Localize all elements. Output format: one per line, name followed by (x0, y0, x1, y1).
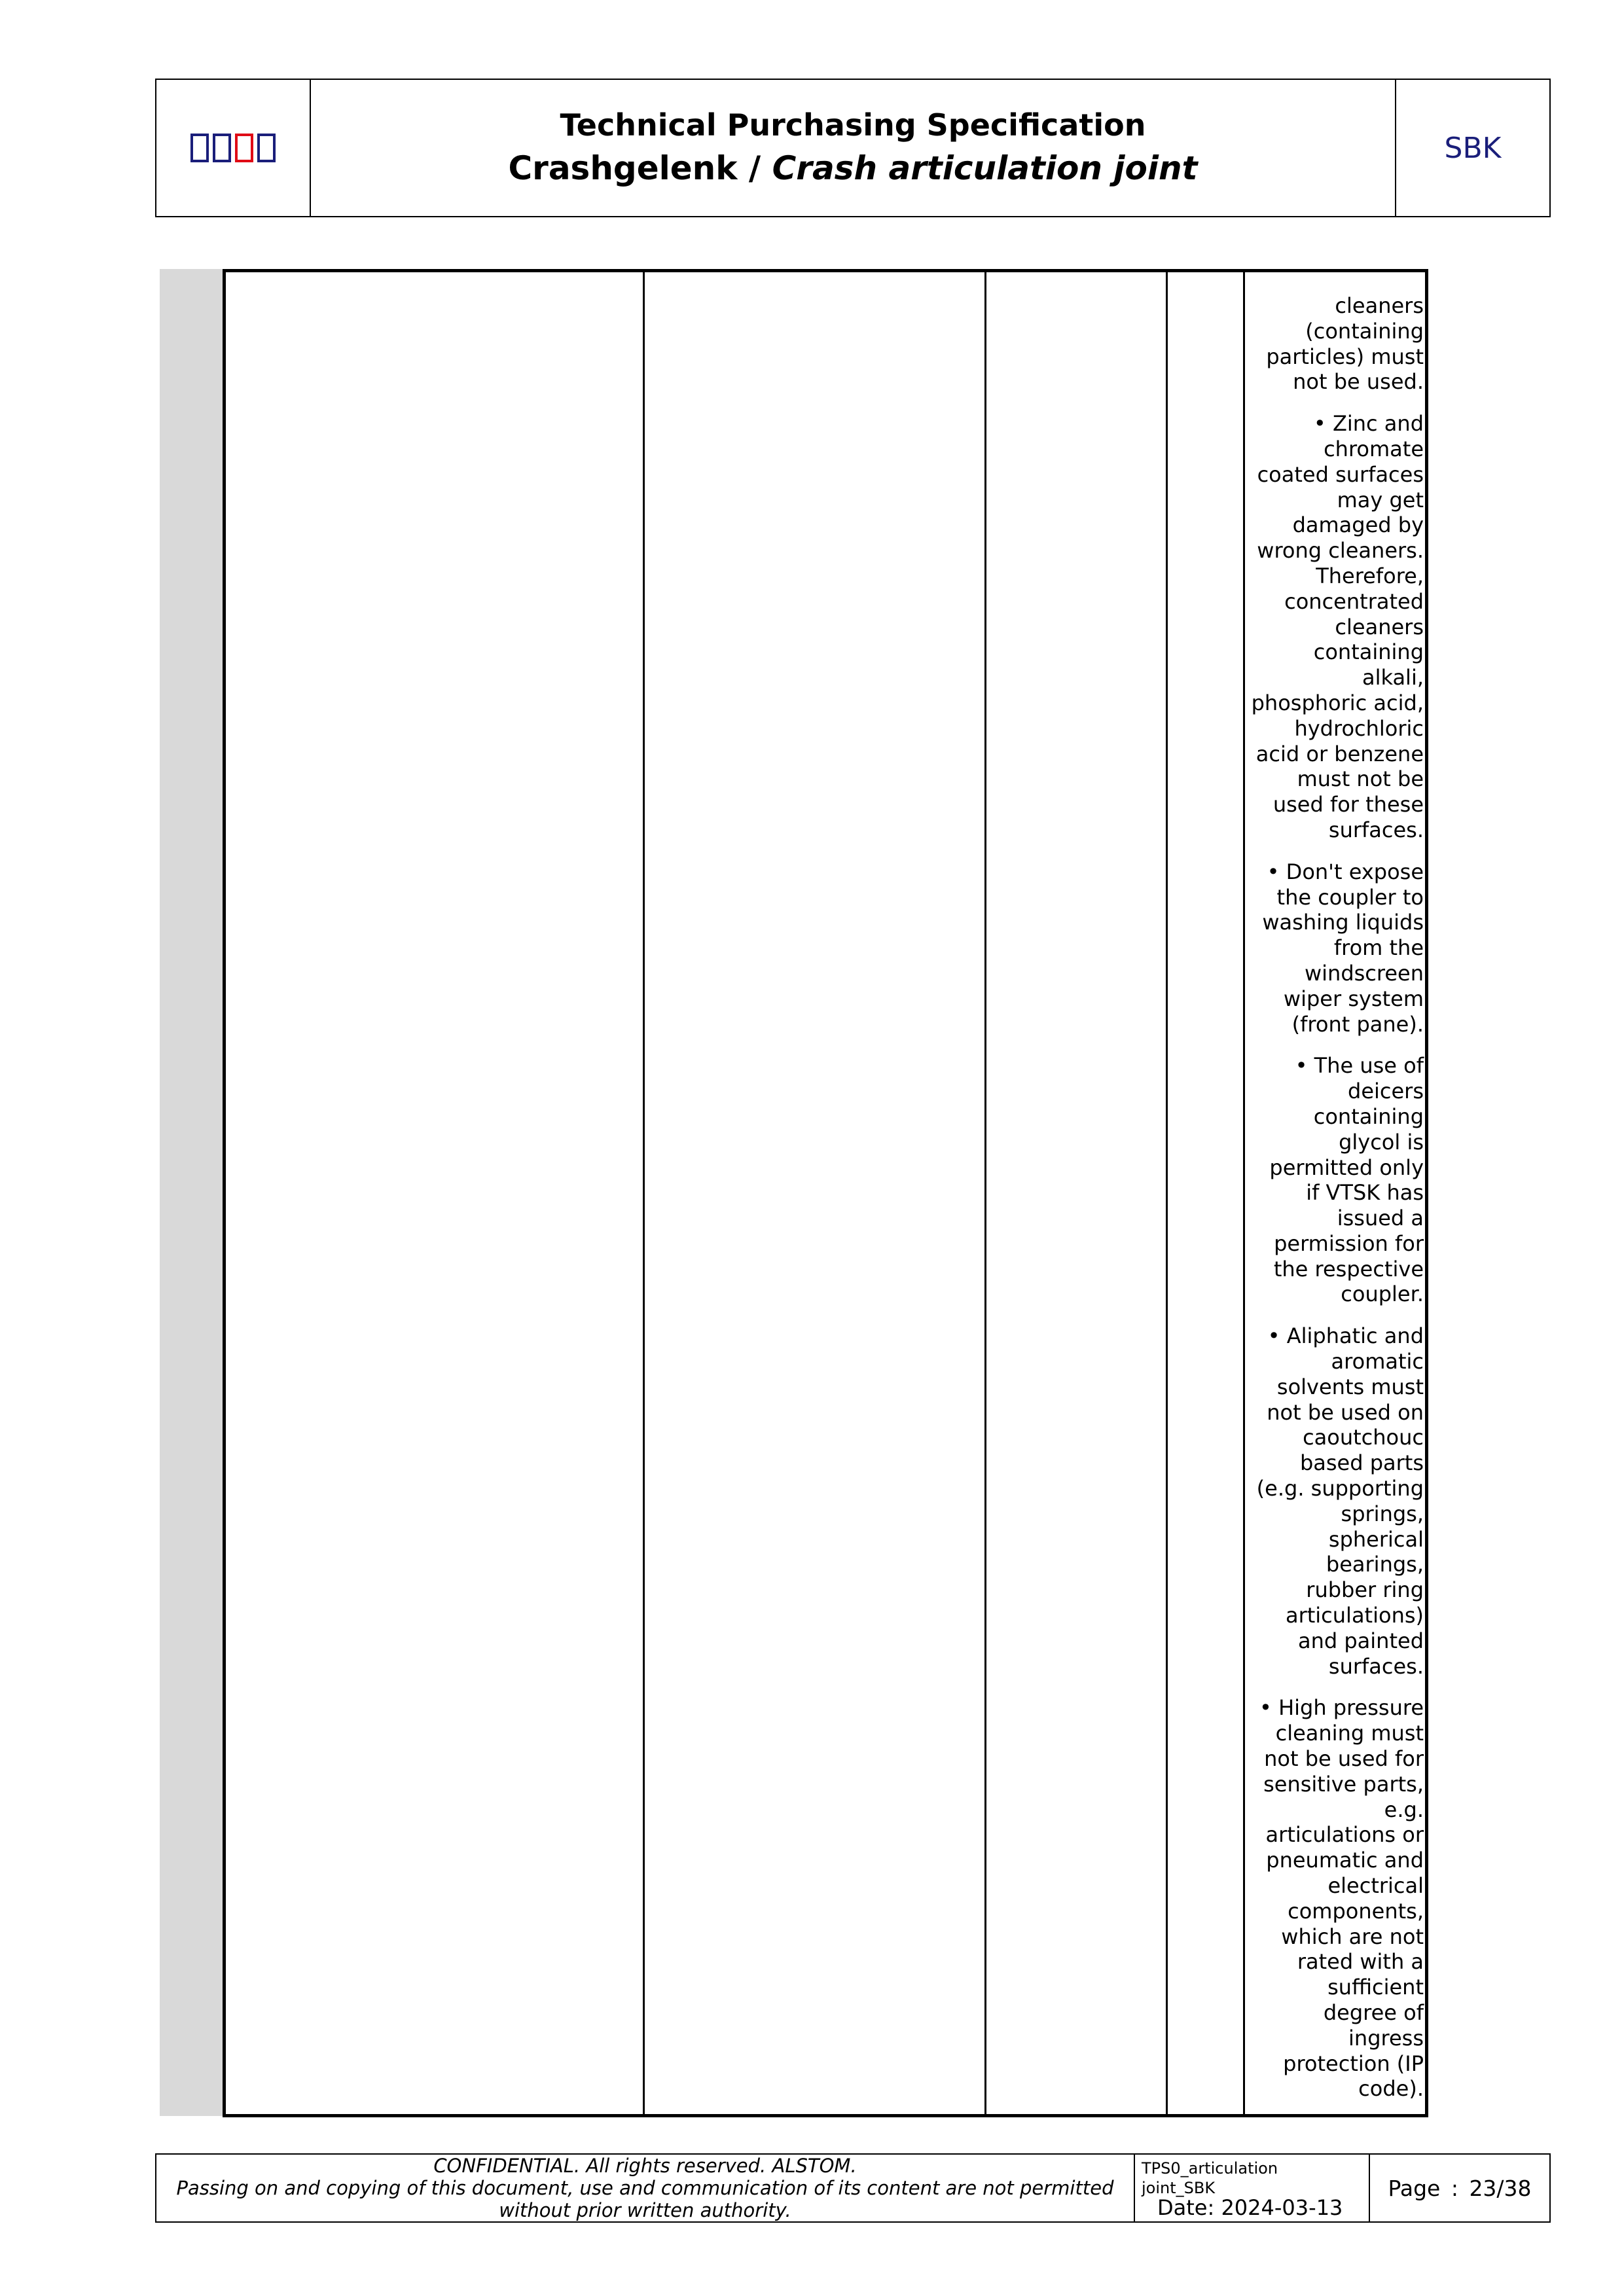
table-column-4 (1168, 272, 1245, 2114)
confidential-line-1: CONFIDENTIAL. All rights reserved. ALSTOM. (433, 2155, 857, 2177)
subtitle-plain: Crashgelenk / (508, 149, 772, 187)
document-date: Date: 2024-03-13 (1157, 2195, 1343, 2220)
logo-glyph-4 (257, 134, 276, 162)
page-number: Page : 23/38 (1388, 2175, 1532, 2201)
confidential-line-2: Passing on and copying of this document, use and communication of its content are not permitted (176, 2177, 1114, 2199)
title-cell (311, 80, 1396, 216)
table-column-remarks (1245, 272, 1425, 2114)
confidential-notice (156, 2155, 1135, 2221)
remark-paragraph: • Zinc and chromate coated surfaces may get damaged by wrong cleaners. Therefore, concentrated cleaners containing alkali, phosphoric acid, hydrochloric acid or benzene must not be used for these surfaces. (1251, 411, 1424, 842)
document-header (155, 79, 1551, 217)
remark-paragraph: • Aliphatic and aromatic solvents must not be used on caoutchouc based parts (e.g. supporting springs, spherical bearings, rubber ring articulations) and painted surfaces. (1256, 1323, 1424, 1679)
logo-glyph-3 (235, 134, 253, 162)
logo-glyph-1 (190, 134, 209, 162)
table-column-3 (986, 272, 1168, 2114)
document-subtitle (508, 145, 1197, 191)
remark-paragraph: • The use of deicers containing glycol is permitted only if VTSK has issued a permission for the respective coupler. (1269, 1053, 1424, 1307)
confidential-line-3: without prior written authority. (499, 2199, 791, 2221)
logo-glyph-2 (213, 134, 231, 162)
table-column-1 (226, 272, 645, 2114)
spec-table (223, 269, 1428, 2117)
document-title: Technical Purchasing Specification (560, 107, 1146, 143)
document-footer (155, 2153, 1551, 2223)
remark-paragraph: cleaners (containing particles) must not be used. (1266, 293, 1424, 395)
subtitle-italic: Crash articulation joint (772, 149, 1198, 187)
change-bar (160, 269, 223, 2116)
company-logo (190, 134, 276, 162)
document-info (1135, 2155, 1370, 2221)
logo-cell (156, 80, 311, 216)
remark-paragraph: • Don't expose the coupler to washing liquids from the windscreen wiper system (front pane). (1262, 859, 1424, 1037)
document-code: SBK (1444, 131, 1502, 165)
document-reference: TPS0_articulation joint_SBK (1142, 2159, 1278, 2197)
table-column-2 (645, 272, 986, 2114)
remark-paragraph: • High pressure cleaning must not be used for sensitive parts, e.g. articulations or pneumatic and electrical components, which are not rated with a sufficient degree of ingress protection (IP code). (1259, 1695, 1424, 2102)
